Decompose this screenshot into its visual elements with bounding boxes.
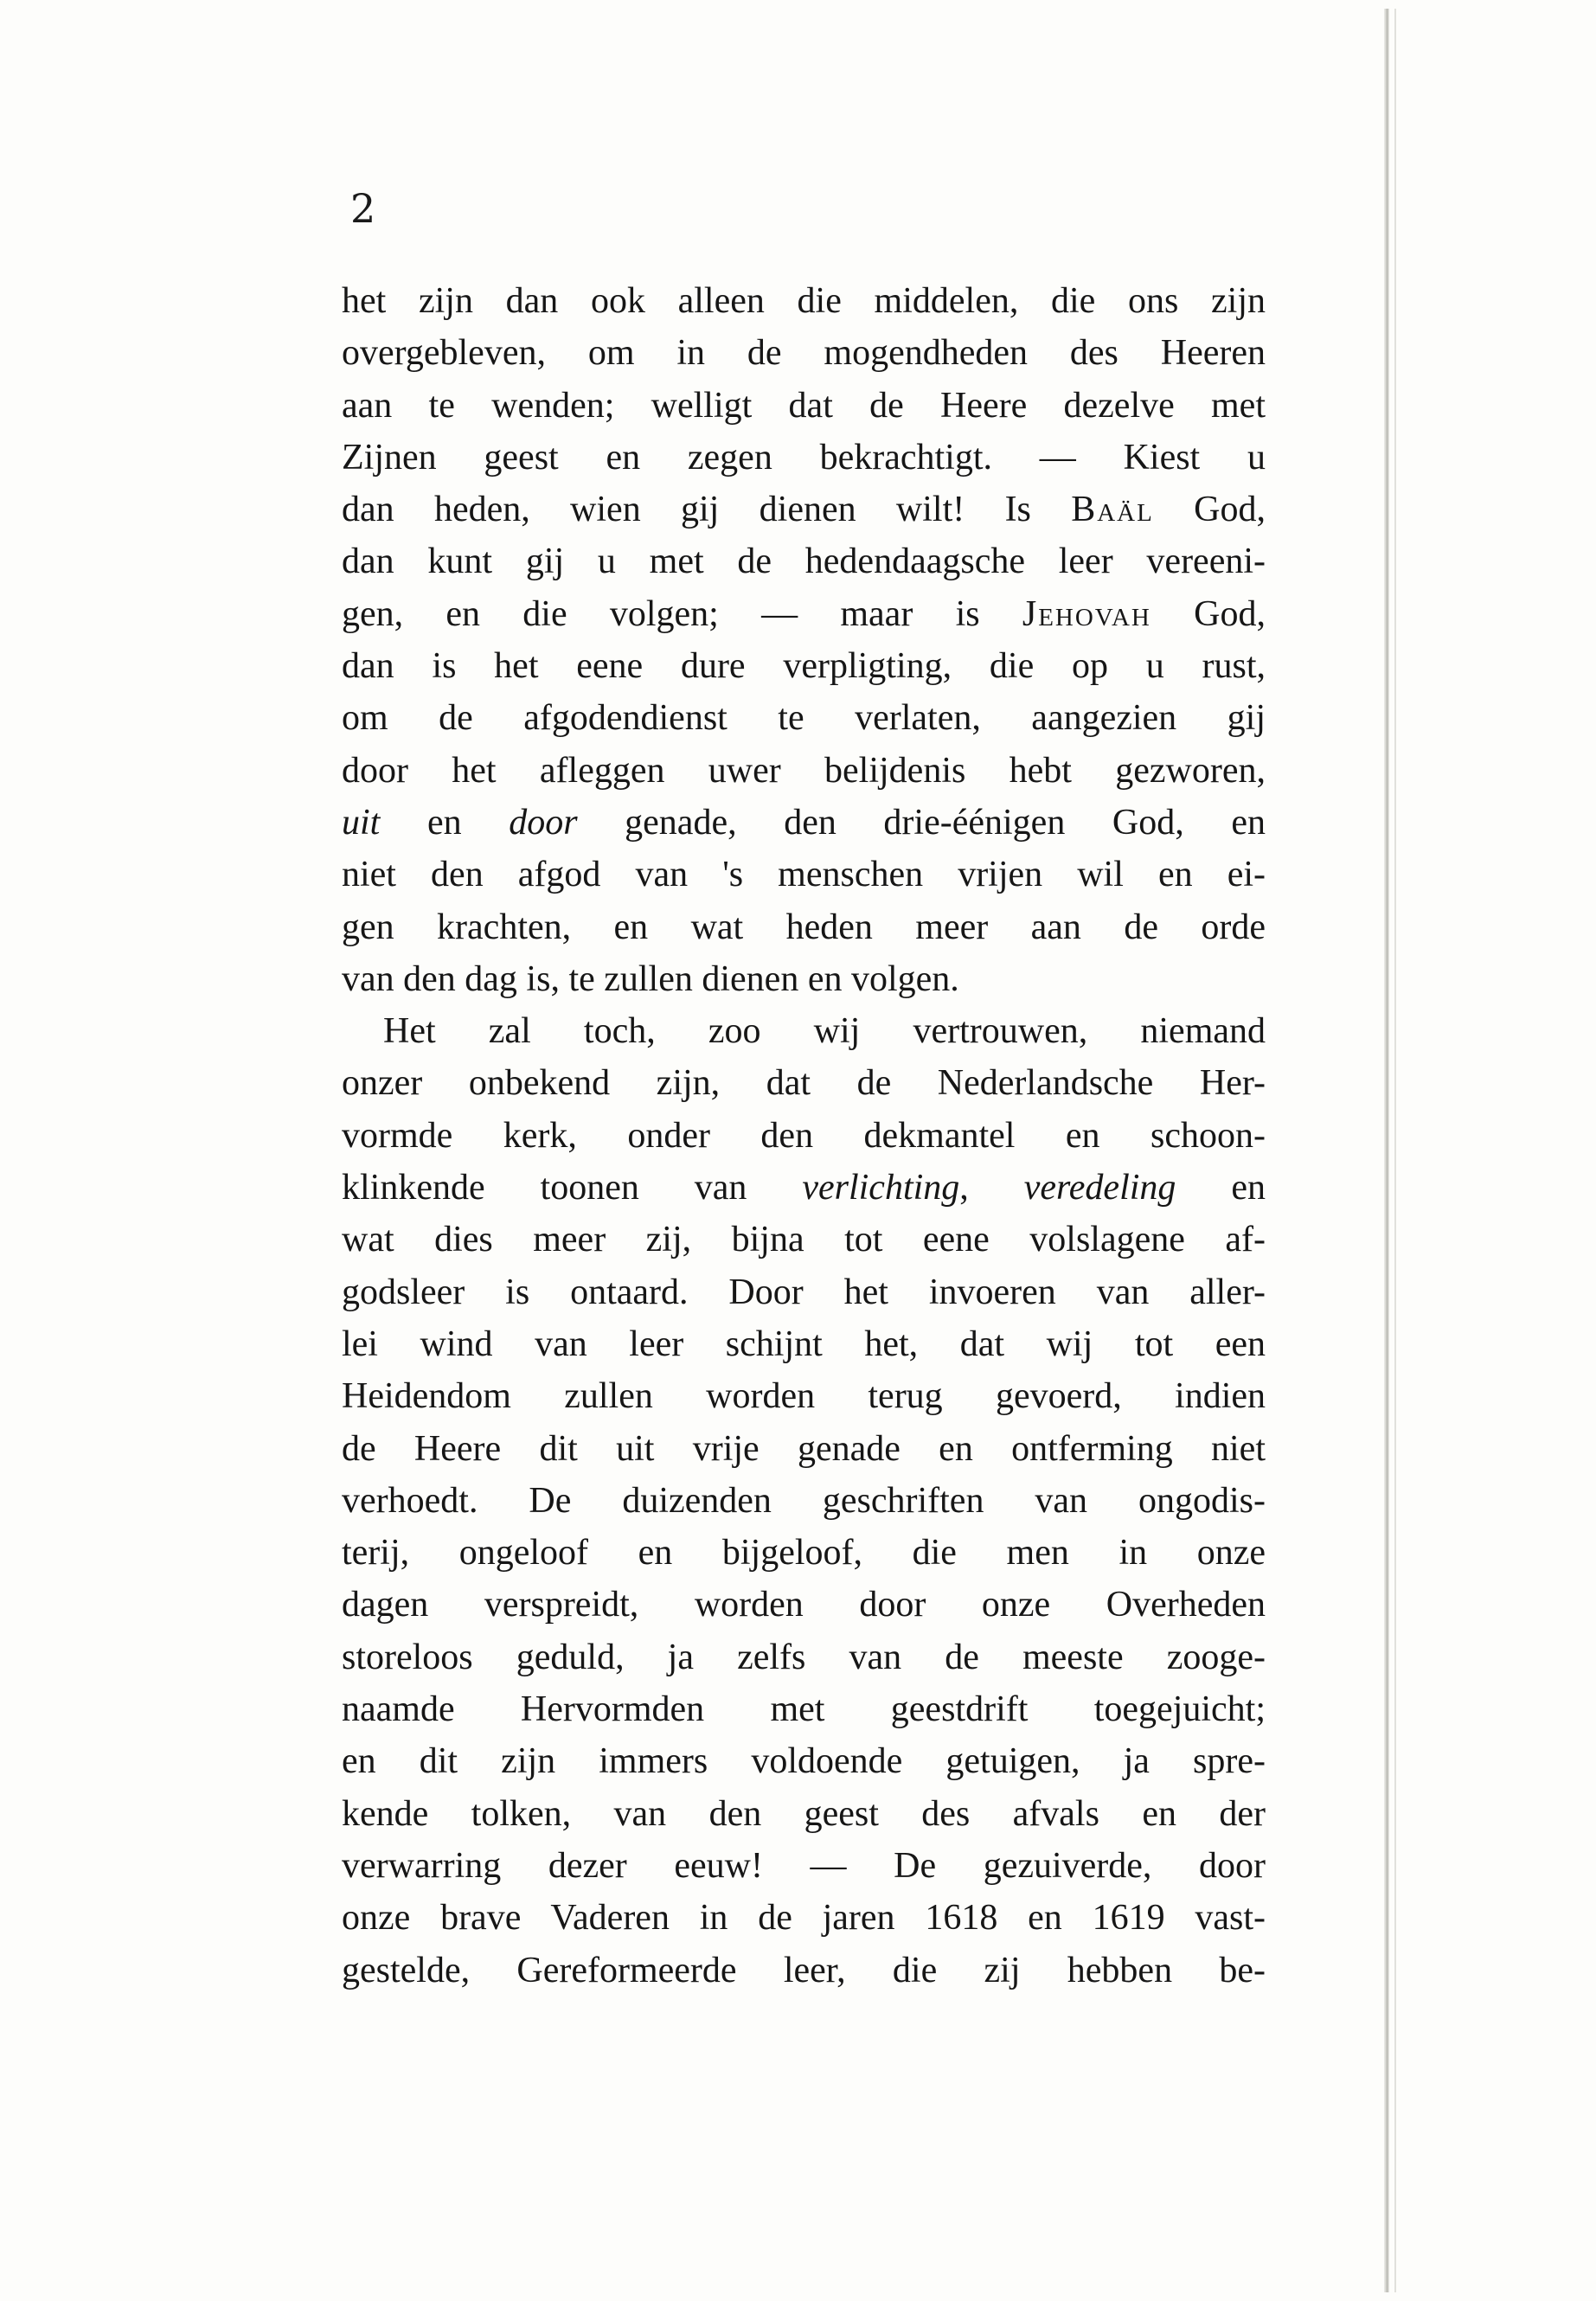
text-line: aan te wenden; welligt dat de Heere dezelve met [342, 385, 1266, 426]
text-line: naamde Hervormden met geestdrift toegejuicht; [342, 1689, 1266, 1730]
text-line: het zijn dan ook alleen die middelen, die ons zijn [342, 281, 1266, 321]
text-line: onzer onbekend zijn, dat de Nederlandsche Her- [342, 1063, 1266, 1104]
text-line: van den dag is, te zullen dienen en volgen. [342, 958, 959, 999]
text-line: onze brave Vaderen in de jaren 1618 en 1619 vast- [342, 1898, 1266, 1939]
text-line: overgebleven, om in de mogendheden des Heeren [342, 333, 1266, 374]
text-line: klinkende toonen van verlichting, veredeling en [342, 1168, 1266, 1208]
text-line: dan kunt gij u met de hedendaagsche leer vereeni- [342, 542, 1266, 582]
text-line: verhoedt. De duizenden geschriften van ongodis- [342, 1480, 1266, 1521]
text-line: kende tolken, van den geest des afvals en der [342, 1793, 1266, 1834]
text-line: gen, en die volgen; — maar is Jehovah God, [342, 593, 1266, 634]
text-line: Heidendom zullen worden terug gevoerd, indien [342, 1376, 1266, 1417]
text-line: de Heere dit uit vrije genade en ontferming niet [342, 1428, 1266, 1469]
small-caps-name: Baäl [1071, 490, 1154, 530]
text-line: door het afleggen uwer belijdenis hebt gezworen, [342, 750, 1266, 791]
body-text [342, 275, 1266, 1997]
text-line: wat dies meer zij, bijna tot eene volslagene af- [342, 1220, 1266, 1260]
page-edge-line [1394, 9, 1396, 2292]
small-caps-name: Jehovah [1022, 593, 1151, 634]
text-line: dagen verspreidt, worden door onze Overheden [342, 1585, 1266, 1625]
text-line: gen krachten, en wat heden meer aan de orde [342, 907, 1266, 947]
italic-word: veredeling [1023, 1168, 1176, 1208]
text-line: Zijnen geest en zegen bekrachtigt. — Kiest u [342, 437, 1266, 478]
page-number: 2 [350, 185, 376, 232]
italic-word: door [509, 802, 578, 843]
text-line: uit en door genade, den drie-éénigen God, en [342, 802, 1266, 843]
text-line: terij, ongeloof en bijgeloof, die men in onze [342, 1533, 1266, 1574]
text-line: storeloos geduld, ja zelfs van de meeste zooge- [342, 1637, 1266, 1677]
text-line: en dit zijn immers voldoende getuigen, ja spre- [342, 1741, 1266, 1782]
text-line: om de afgodendienst te verlaten, aangezien gij [342, 698, 1266, 739]
italic-word: verlichting [802, 1168, 960, 1208]
text-line: godsleer is ontaard. Door het invoeren van aller- [342, 1272, 1266, 1312]
text-line: dan heden, wien gij dienen wilt! Is Baäl God, [342, 490, 1266, 530]
page-edge-shadow [1384, 9, 1389, 2292]
text-line: vormde kerk, onder den dekmantel en schoon- [342, 1115, 1266, 1156]
text-line: verwarring dezer eeuw! — De gezuiverde, door [342, 1845, 1266, 1886]
text-line: dan is het eene dure verpligting, die op u rust, [342, 646, 1266, 687]
text-line: niet den afgod van 's menschen vrijen wil en ei- [342, 855, 1266, 895]
italic-word: uit [342, 802, 381, 843]
text-line: gestelde, Gereformeerde leer, die zij hebben be- [342, 1950, 1266, 1990]
text-line: lei wind van leer schijnt het, dat wij tot een [342, 1324, 1266, 1364]
text-line: Het zal toch, zoo wij vertrouwen, niemand [383, 1011, 1266, 1052]
